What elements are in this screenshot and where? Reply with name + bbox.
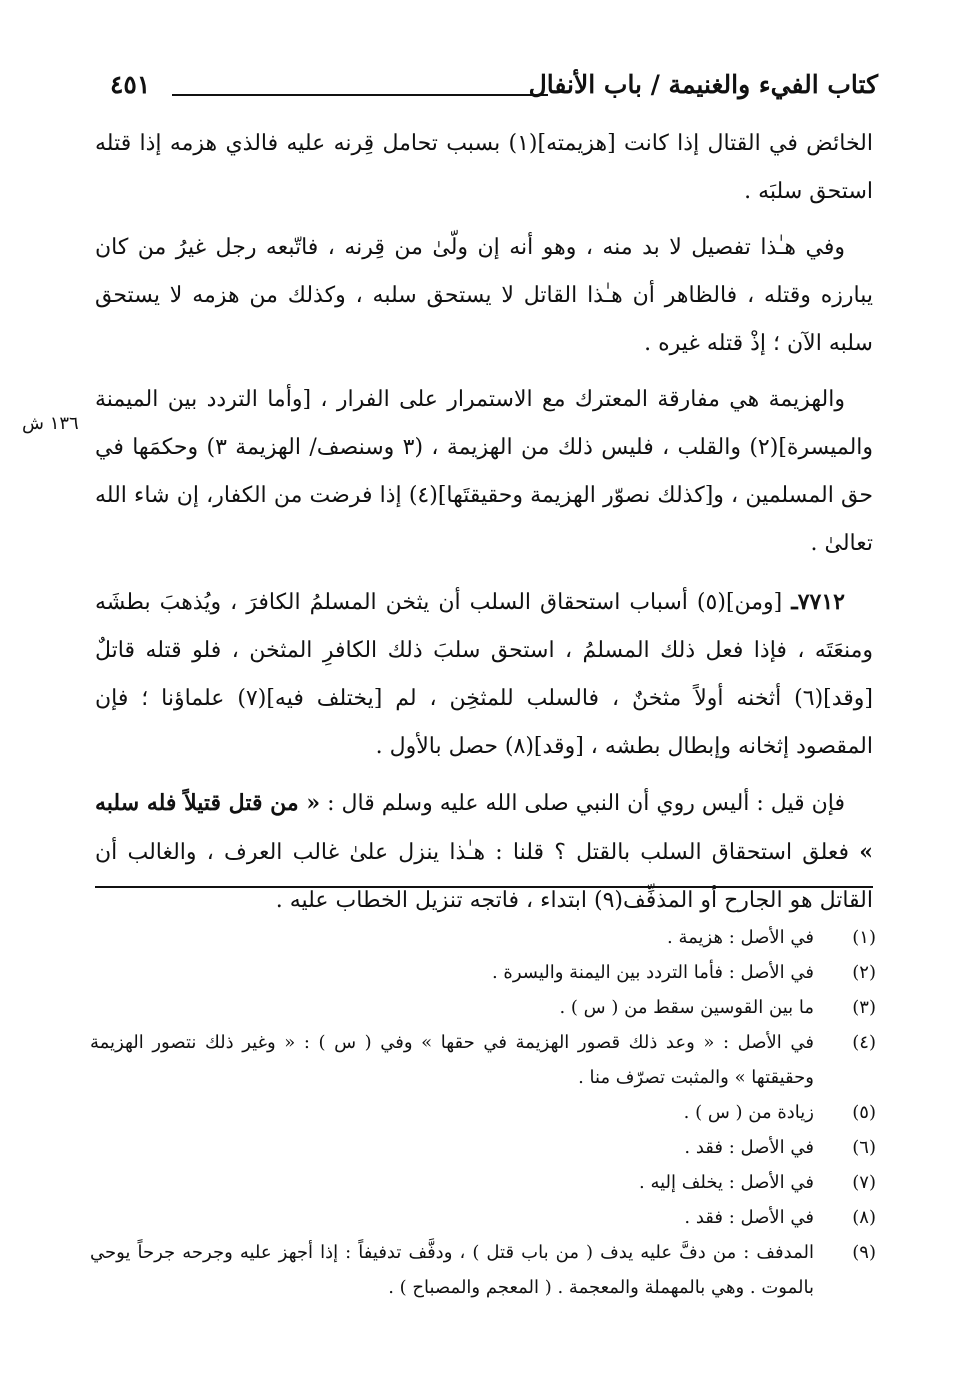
paragraph-text: فعلق استحقاق السلب بالقتل ؟ قلنا : هـٰذا ينزل علىٰ غالب العرف ، والغالب أن القاتل هو الجارح أو المذفِّف(٩) ابتداء ، فاتجه تنزيل الخطاب عليه . <box>95 840 873 913</box>
footnote-text: في الأصل : « وعد ذلك قصور الهزيمة في حقها » وفي ( س ) : « وغير ذلك نتصور الهزيمة وحقيقتها » والمثبت تصرّف منا . <box>90 1032 814 1088</box>
footnote-number: (٨) <box>852 1207 876 1228</box>
header-rule <box>172 94 548 96</box>
footnote-number: (٩) <box>852 1242 876 1263</box>
paragraph-text: فإن قيل : أليس روي أن النبي صلى الله عليه وسلم قال : <box>320 791 845 816</box>
paragraph <box>95 376 873 568</box>
footnote <box>90 1165 876 1200</box>
paragraph-text: والهزيمة هي مفارقة المعترك مع الاستمرار على الفرار ، [وأما التردد بين الميمنة والميسرة](٢) والقلب ، فليس ذلك من الهزيمة ، (٣ وسنصف/ الهزيمة ٣) وحكمَها في حق المسلمين ، و[كذلك نصوّر الهزيمة وحقيقتَها](٤) إذا فرضت من الكفار، إن شاء الله تعالىٰ . <box>95 387 874 556</box>
footnote <box>90 1025 876 1095</box>
footnote-number: (٣) <box>852 997 876 1018</box>
footnote-number: (٥) <box>852 1102 876 1123</box>
footnote-number: (٦) <box>852 1137 876 1158</box>
footnote <box>90 1095 876 1130</box>
footnote-text: في الأصل : هزيمة . <box>667 927 814 948</box>
paragraph <box>95 578 873 771</box>
footnote-text: في الأصل : فأما التردد بين اليمنة واليسرة . <box>491 962 814 983</box>
paragraph <box>95 120 873 216</box>
paragraph-text: وفي هـٰذا تفصيل لا بد منه ، وهو أنه إن ولّىٰ من قِرنه ، فاتّبعه رجل غيرُ من كان يبارزه وقتله ، فالظاهر أن هـٰذا القاتل لا يستحق سلبه ، وكذلك من هزمه لا يستحق سلبه الآن ؛ إذْ قتله غيره . <box>95 235 873 356</box>
footnote <box>90 990 876 1025</box>
paragraph <box>95 224 873 368</box>
footnotes <box>90 920 876 1305</box>
footnote-separator <box>95 886 873 888</box>
footnote-number: (٤) <box>852 1032 876 1053</box>
page-number: ٤٥١ <box>110 70 151 99</box>
footnote-number: (١) <box>852 927 876 948</box>
footnote-text: زيادة من ( س ) . <box>683 1102 814 1123</box>
chapter-title: كتاب الفيء والغنيمة / باب الأنفال <box>528 70 878 99</box>
footnote <box>90 1130 876 1165</box>
paragraph-text: [ومن](٥) أسباب استحقاق السلب أن يثخن المسلمُ الكافرَ ، ويُذهبَ بطشَه ومنعَتَه ، فإذا فعل ذلك المسلمُ ، استحق سلبَ ذلك الكافرِ المثخن ، فلو قتله قاتلٌ [وقد](٦) أثخنه أولاً مثخنٌ ، فالسلب للمثخِن ، لم [يختلف فيه](٧) علماؤنا ؛ فإن المقصود إثخانه وإبطال بطشه ، [وقد](٨) حصل بالأول . <box>95 590 873 759</box>
footnote <box>90 1200 876 1235</box>
paragraph <box>95 779 873 925</box>
footnote-number: (٧) <box>852 1172 876 1193</box>
footnote-text: في الأصل : يخلف إليه . <box>639 1172 814 1193</box>
footnote-text: في الأصل : فقد . <box>684 1137 814 1158</box>
manuscript-folio-note: ١٣٦ ش <box>22 413 79 434</box>
footnote <box>90 920 876 955</box>
footnote-number: (٢) <box>852 962 876 983</box>
footnote-text: في الأصل : فقد . <box>684 1207 814 1228</box>
footnote <box>90 1235 876 1305</box>
main-text <box>95 120 873 933</box>
running-header <box>110 70 878 110</box>
paragraph-text: الخائض في القتال إذا كانت [هزيمته](١) بسبب تحامل قِرنه عليه فالذي هزمه إذا قتله استحق سلبَه . <box>95 131 873 204</box>
footnote-text: ما بين القوسين سقط من ( س ) . <box>559 997 814 1018</box>
paragraph-number: ٧٧١٢ـ <box>791 589 845 615</box>
hadith-quote: « من قتل قتيلاً فله سلبه » <box>95 790 873 865</box>
footnote-text: المدفف : من دفَّ عليه يدف ( من باب قتل ) ، ودفَّف تدفيفاً : إذا أجهز عليه وجرحه جرحاً يوحي بالموت . وهي بالمهملة والمعجمة . ( المعجم والمصباح ) . <box>90 1242 814 1298</box>
footnote <box>90 955 876 990</box>
